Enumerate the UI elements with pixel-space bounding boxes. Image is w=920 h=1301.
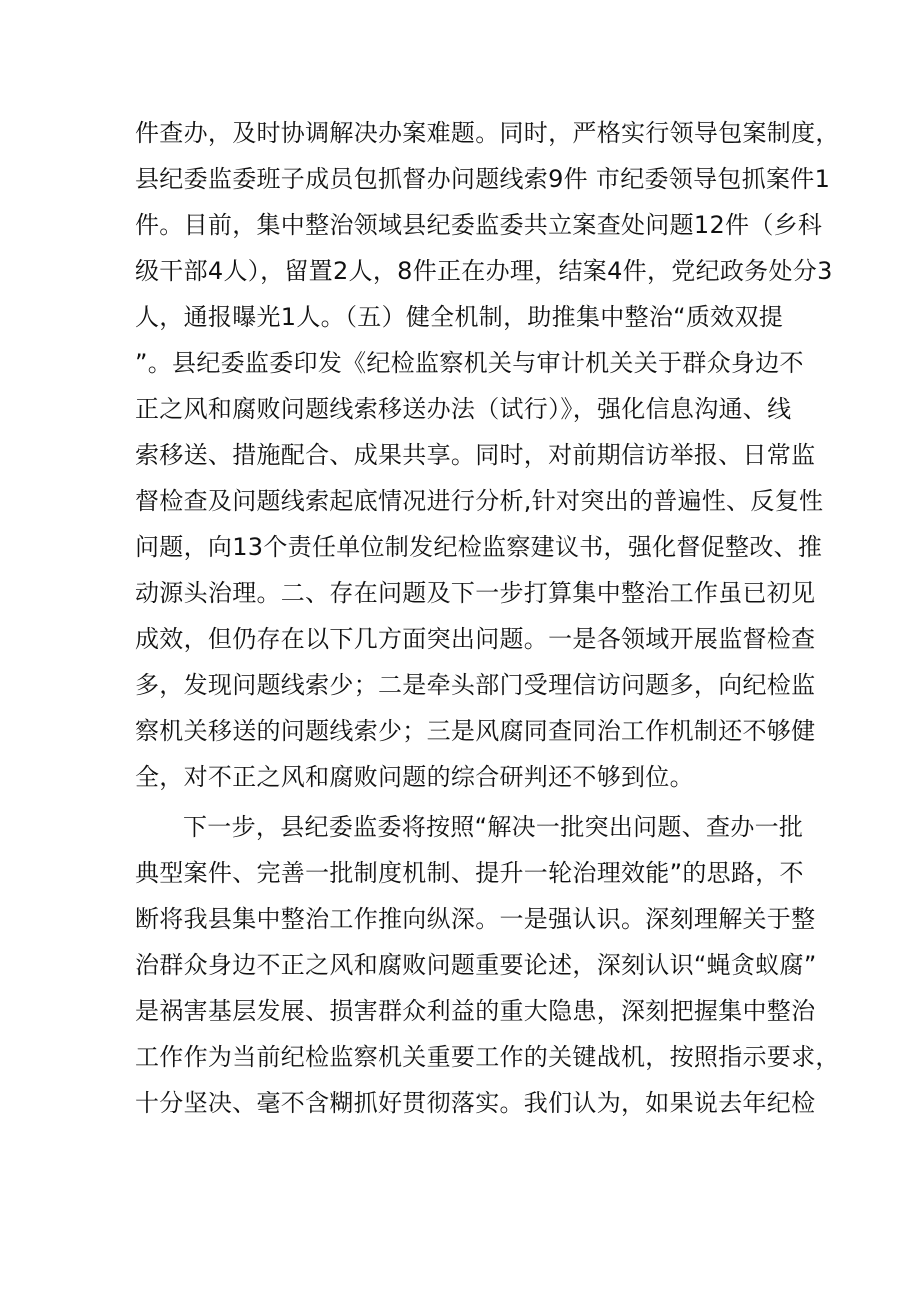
text-line: 十分坚决、毫不含糊抓好贯彻落实。我们认为，如果说去年纪检 xyxy=(135,1089,816,1117)
text-line: 全，对不正之风和腐败问题的综合研判还不够到位。 xyxy=(135,763,694,791)
text-line: 工作作为当前纪检监察机关重要工作的关键战机，按照指示要求， xyxy=(135,1043,840,1071)
text-line: 件。目前，集中整治领域县纪委监委共立案查处问题12件（乡科 xyxy=(135,211,823,239)
text-line: 察机关移送的问题线索少；三是风腐同查同治工作机制还不够健 xyxy=(135,717,816,745)
text-line: 下一步，县纪委监委将按照“解决一批突出问题、查办一批 xyxy=(183,813,804,841)
text-line: 动源头治理。二、存在问题及下一步打算集中整治工作虽已初见 xyxy=(135,579,816,607)
text-line: 成效，但仍存在以下几方面突出问题。一是各领域开展监督检查 xyxy=(135,625,816,653)
text-line: 件查办，及时协调解决办案难题。同时，严格实行领导包案制度， xyxy=(135,119,840,147)
text-line: 多，发现问题线索少；二是牵头部门受理信访问题多，向纪检监 xyxy=(135,671,816,699)
text-line: 索移送、措施配合、成果共享。同时，对前期信访举报、日常监 xyxy=(135,441,816,469)
text-line: 问题，向13个责任单位制发纪检监察建议书，强化督促整改、推 xyxy=(135,533,823,561)
text-line: 县纪委监委班子成员包抓督办问题线索9件 市纪委领导包抓案件1 xyxy=(135,165,831,193)
text-line: 督检查及问题线索起底情况进行分析,针对突出的普遍性、反复性 xyxy=(135,487,824,515)
text-line: 治群众身边不正之风和腐败问题重要论述，深刻认识“蝇贪蚁腐” xyxy=(135,951,817,979)
text-line: 典型案件、完善一批制度机制、提升一轮治理效能”的思路，不 xyxy=(135,859,804,887)
text-line: 人，通报曝光1人。（五）健全机制，助推集中整治“质效双提 xyxy=(135,303,784,331)
text-line: 级干部4人），留置2人，8件正在办理，结案4件，党纪政务处分3 xyxy=(135,257,833,285)
text-line: 断将我县集中整治工作推向纵深。一是强认识。深刻理解关于整 xyxy=(135,905,816,933)
text-line: 是祸害基层发展、损害群众利益的重大隐患，深刻把握集中整治 xyxy=(135,997,816,1025)
text-line: 正之风和腐败问题线索移送办法（试行）》，强化信息沟通、线 xyxy=(135,395,792,423)
text-line: ”。县纪委监委印发《纪检监察机关与审计机关关于群众身边不 xyxy=(135,349,804,377)
